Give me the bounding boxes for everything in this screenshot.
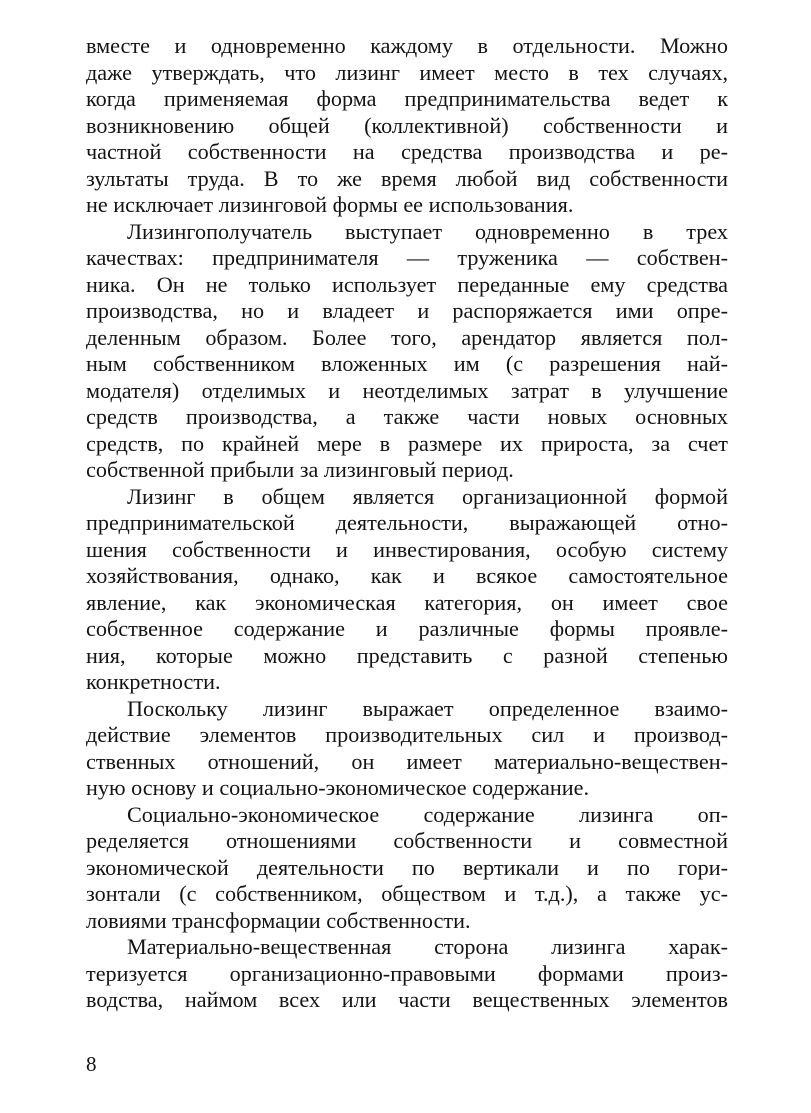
page-number: 8 — [86, 1052, 97, 1076]
text-line: средств производства, а также части новых основных — [86, 404, 728, 429]
paragraph — [86, 696, 728, 802]
text-line: конкретности. — [86, 669, 221, 694]
text-line: ную основу и социально-экономическое содержание. — [86, 775, 590, 800]
text-line: зультаты труда. В то же время любой вид собственности — [86, 165, 728, 191]
text-line: Лизинг в общем является организационной формой — [127, 483, 728, 509]
paragraph — [86, 802, 728, 935]
text-line: средств, по крайней мере в размере их прироста, за счет — [86, 430, 728, 456]
text-line: качествах: предпринимателя — труженика — собствен- — [86, 245, 728, 270]
text-line: собственной прибыли за лизинговый период. — [86, 457, 514, 482]
text-line: ния, которые можно представить с разной степенью — [86, 642, 728, 668]
text-line: предпринимательской деятельности, выражающей отно- — [86, 510, 728, 535]
text-line: ным собственником вложенных им (с разрешения най- — [86, 351, 728, 376]
text-line: Социально-экономическое содержание лизинга оп- — [127, 801, 728, 827]
text-line: Поскольку лизинг выражает определенное взаимо- — [127, 695, 728, 721]
text-line: действие элементов производительных сил и производ- — [86, 722, 728, 747]
text-line: ределяется отношениями собственности и совместной — [86, 828, 728, 853]
text-line: ловиями трансформации собственности. — [86, 907, 471, 933]
text-line: шения собственности и инвестирования, особую систему — [86, 536, 728, 562]
text-line: не исключает лизинговой формы ее использования. — [86, 192, 574, 217]
text-line: Лизингополучатель выступает одновременно в трех — [127, 218, 728, 244]
paragraph — [86, 219, 728, 484]
paragraph — [86, 33, 728, 219]
text-line: модателя) отделимых и неотделимых затрат в улучшение — [86, 377, 728, 403]
text-line: производства, но и владеет и распоряжается ими опре- — [86, 298, 728, 323]
text-line: ника. Он не только использует переданные ему средства — [86, 271, 728, 297]
text-line: собственное содержание и различные формы проявле- — [86, 616, 728, 641]
text-line: возникновению общей (коллективной) собственности и — [86, 112, 728, 138]
text-line: когда применяемая форма предпринимательства ведет к — [86, 86, 728, 111]
text-line: частной собственности на средства производства и ре- — [86, 139, 728, 164]
text-line: хозяйствования, однако, как и всякое самостоятельное — [86, 563, 728, 588]
text-line: даже утверждать, что лизинг имеет место в тех случаях, — [86, 59, 728, 85]
text-line: вместе и одновременно каждому в отдельности. Можно — [86, 33, 728, 58]
text-line: деленным образом. Более того, арендатор является пол- — [86, 324, 728, 350]
text-line: зонтали (с собственником, обществом и т.д.), а также ус- — [86, 881, 728, 906]
text-line: ственных отношений, он имеет материально-веществен- — [86, 748, 728, 774]
text-line: Материально-вещественная сторона лизинга харак- — [127, 934, 728, 959]
text-line: явление, как экономическая категория, он имеет свое — [86, 589, 728, 615]
text-line: экономической деятельности по вертикали и по гори- — [86, 854, 728, 880]
text-line: теризуется организационно-правовыми формами произ- — [86, 960, 728, 986]
paragraph — [86, 934, 728, 1014]
paragraph — [86, 484, 728, 696]
body-text — [86, 33, 728, 1014]
text-line: водства, наймом всех или части вещественных элементов — [86, 987, 728, 1012]
